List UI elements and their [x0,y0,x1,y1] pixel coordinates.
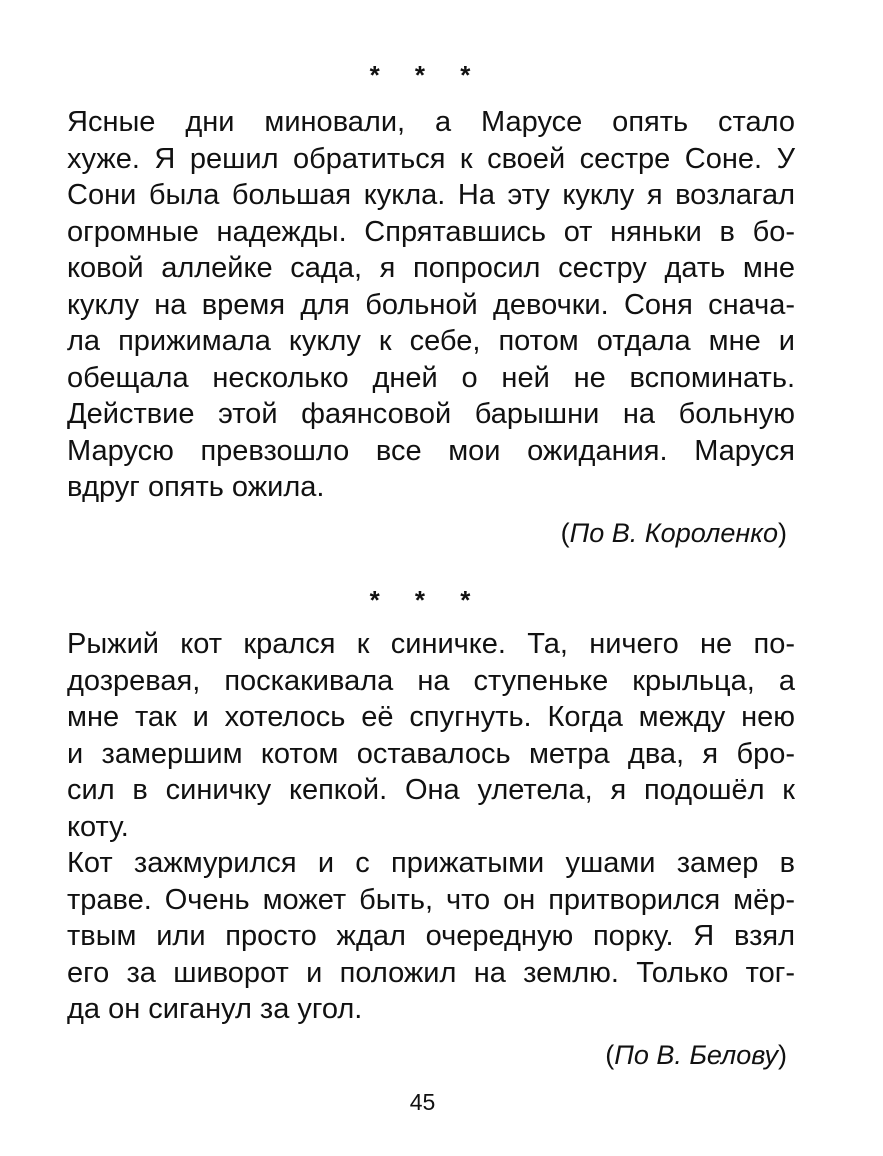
story1-paragraph [35,104,795,506]
story2-paragraph-1 [35,626,795,845]
story1-line: хуже. Я решил обратиться к своей сестре Соне. У [67,142,795,175]
attribution-open-paren: ( [605,1040,615,1070]
story2-line: мне так и хотелось её спугнуть. Когда между нею [67,701,795,733]
story2-line: твым или просто ждал очередную порку. Я взял [67,920,795,952]
attribution-author: По В. Короленко [569,518,778,548]
story2-line: сил в синичку кепкой. Она улетела, я подошёл к [67,774,795,806]
story1-line: Сони была большая кукла. На эту куклу я возлагал [67,179,795,211]
story2-line: дозревая, поскакивала на ступеньке крыльца, а [67,664,795,697]
book-page [35,0,795,1156]
page-number: 45 [409,1089,436,1115]
story2-text [35,626,795,1028]
story1-line: Действие этой фаянсовой барышни на больную [67,398,795,430]
story2-line: Кот зажмурился и с прижатыми ушами замер в [67,847,795,879]
story1-line: Ясные дни миновали, а Марусе опять стало [67,106,795,138]
attribution-close-paren: ) [778,518,787,548]
story2-paragraph-2 [35,845,795,1028]
story1-line: Марусю превзошло все мои ожидания. Маруся [67,434,795,467]
story2-line: коту. [67,810,129,843]
section-separator: * * * [369,60,485,90]
story1-line: вдруг опять ожила. [67,471,325,503]
story1-line: ковой аллейке сада, я попросил сестру дать мне [67,252,795,284]
story2-line: Рыжий кот крался к синичке. Та, ничего не по- [67,628,795,660]
story1-line: обещала несколько дней о ней не вспоминать. [67,361,795,394]
story2-attribution [35,1038,787,1072]
story1-attribution [35,516,787,550]
story1-line: ла прижимала куклу к себе, потом отдала мне и [67,325,795,357]
section-separator: * * * [369,585,485,615]
story2-line: и замершим котом оставалось метра два, я бро- [67,737,795,770]
story2-line: да он сиганул за угол. [67,993,363,1025]
story2-line: траве. Очень может быть, что он притворился мёр- [67,883,795,916]
attribution-author: По В. Белову [614,1040,778,1070]
story1-line: куклу на время для больной девочки. Соня снача- [67,288,795,321]
story2-line: его за шиворот и положил на землю. Только тог- [67,956,795,989]
attribution-close-paren: ) [778,1040,787,1070]
story1-line: огромные надежды. Спрятавшись от няньки в бо- [67,215,795,248]
attribution-open-paren: ( [560,518,570,548]
